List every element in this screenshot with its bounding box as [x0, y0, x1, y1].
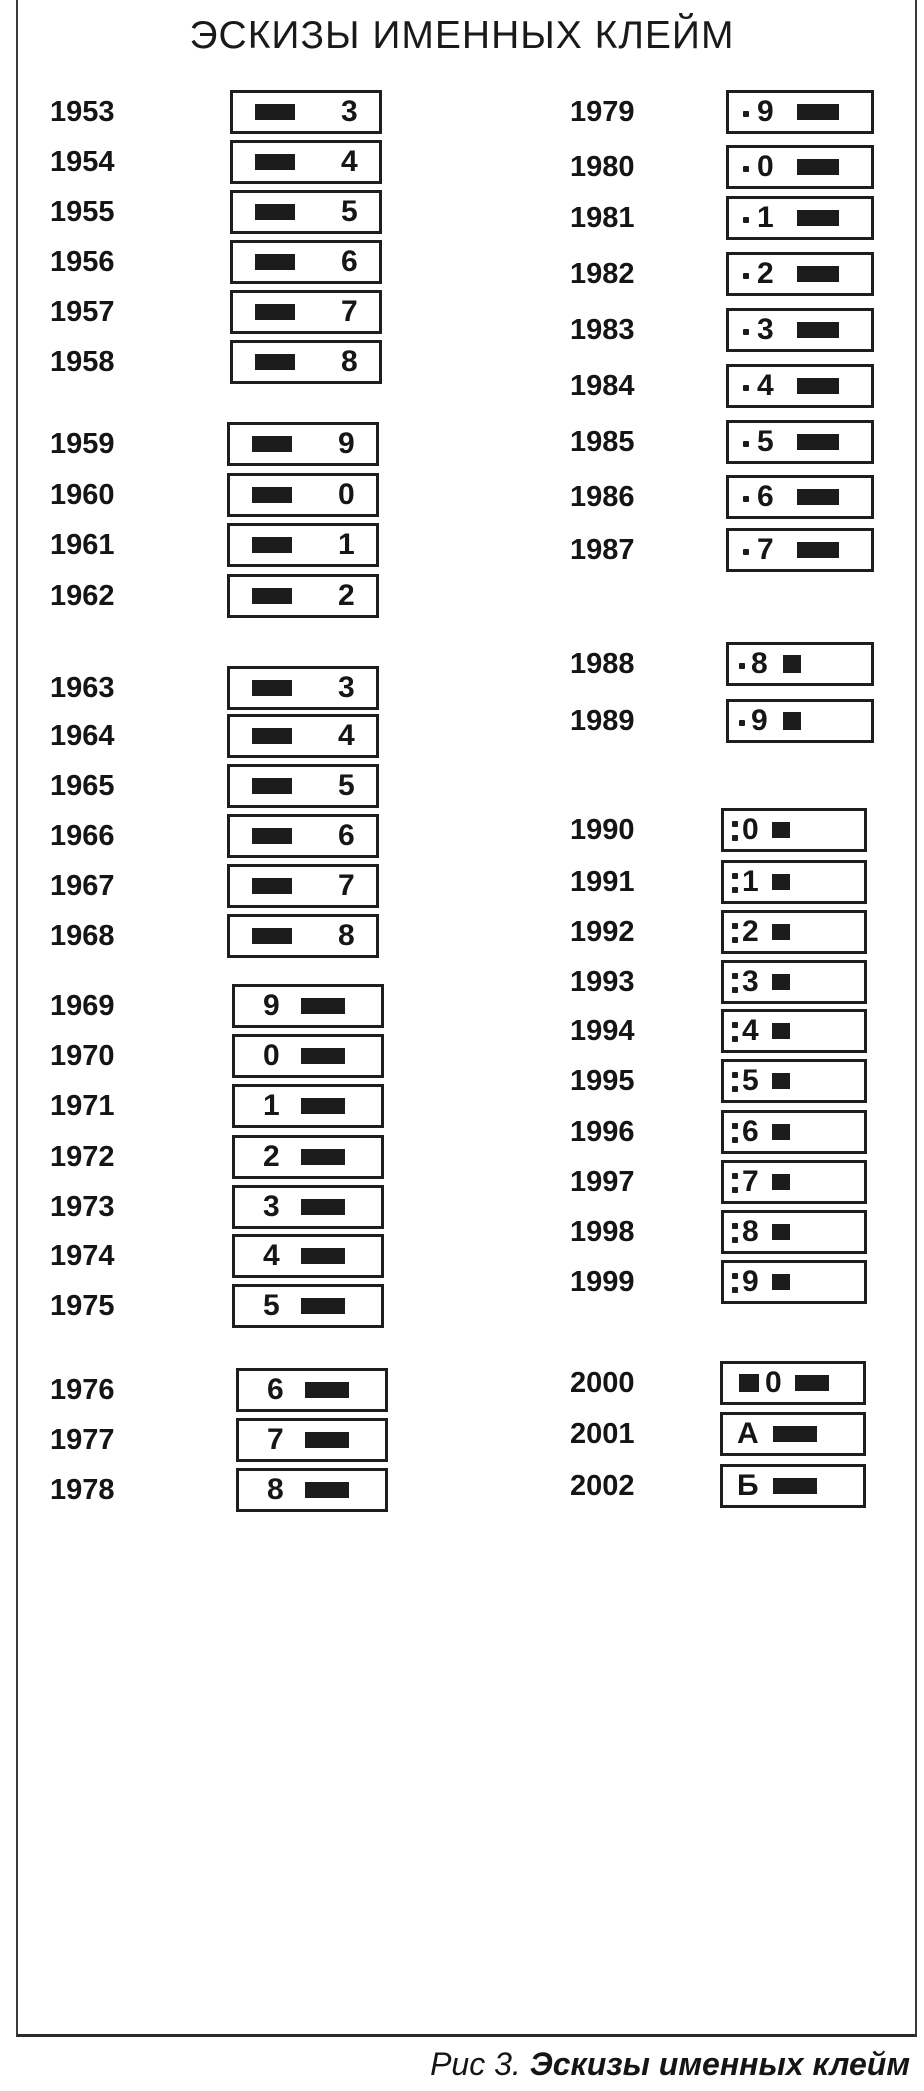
stamp-dot	[732, 835, 738, 841]
stamp-mark	[227, 864, 379, 908]
stamp-mark	[720, 1412, 866, 1456]
stamp-block	[252, 487, 292, 503]
stamp-digit: 1	[757, 201, 774, 234]
year-label: 1982	[570, 258, 635, 290]
year-label: 1990	[570, 814, 635, 846]
figure-caption	[430, 2046, 910, 2083]
stamp-mark	[720, 1361, 866, 1405]
year-label: 1988	[570, 648, 635, 680]
year-label: 1996	[570, 1116, 635, 1148]
year-label: 1965	[50, 770, 115, 802]
year-label: 1969	[50, 990, 115, 1022]
year-label: 1975	[50, 1290, 115, 1322]
stamp-mark	[726, 699, 874, 743]
stamp-block	[255, 204, 295, 220]
stamp-block	[252, 778, 292, 794]
stamp-block	[772, 924, 790, 940]
stamp-dot	[732, 1086, 738, 1092]
stamp-block	[772, 874, 790, 890]
stamp-mark	[227, 473, 379, 517]
stamp-mark	[726, 642, 874, 686]
stamp-block	[795, 1375, 829, 1391]
year-label: 1953	[50, 96, 115, 128]
stamp-digit: А	[737, 1417, 759, 1450]
stamp-dot	[732, 1223, 738, 1229]
stamp-block	[772, 1023, 790, 1039]
stamp-mark	[721, 1110, 867, 1154]
stamp-digit: 4	[742, 1014, 759, 1047]
stamp-block	[772, 974, 790, 990]
year-label: 1962	[50, 580, 115, 612]
stamp-mark	[726, 252, 874, 296]
stamp-mark	[721, 1059, 867, 1103]
stamp-block	[797, 266, 839, 282]
stamp-digit: 8	[267, 1473, 284, 1506]
year-label: 1976	[50, 1374, 115, 1406]
stamp-dot	[732, 1137, 738, 1143]
stamp-mark	[726, 145, 874, 189]
stamp-dot	[732, 1273, 738, 1279]
year-label: 2001	[570, 1418, 635, 1450]
stamp-block	[301, 1298, 345, 1314]
stamp-dot	[732, 887, 738, 893]
year-label: 1985	[570, 426, 635, 458]
stamp-dot	[732, 1123, 738, 1129]
stamp-block	[773, 1426, 817, 1442]
caption-prefix: Рис 3.	[430, 2046, 521, 2082]
stamp-block	[252, 680, 292, 696]
stamp-block	[772, 1073, 790, 1089]
year-label: 1957	[50, 296, 115, 328]
stamp-digit: 5	[757, 425, 774, 458]
stamp-block	[773, 1478, 817, 1494]
stamp-digit: 6	[742, 1115, 759, 1148]
stamp-block	[252, 588, 292, 604]
stamp-mark	[230, 340, 382, 384]
stamp-digit: 3	[338, 671, 355, 704]
stamp-dot	[739, 720, 745, 726]
stamp-digit: 8	[742, 1215, 759, 1248]
stamp-mark	[236, 1418, 388, 1462]
stamp-digit: 6	[757, 480, 774, 513]
year-label: 1991	[570, 866, 635, 898]
stamp-digit: 0	[765, 1366, 782, 1399]
stamp-mark	[726, 90, 874, 134]
stamp-digit: 3	[757, 313, 774, 346]
year-label: 1967	[50, 870, 115, 902]
year-label: 1971	[50, 1090, 115, 1122]
year-label: 2002	[570, 1470, 635, 1502]
year-label: 1973	[50, 1191, 115, 1223]
stamp-digit: 6	[341, 245, 358, 278]
stamp-digit: 2	[263, 1140, 280, 1173]
stamp-digit: 2	[742, 915, 759, 948]
stamp-dot	[743, 273, 749, 279]
stamp-dot	[732, 821, 738, 827]
stamp-block	[255, 304, 295, 320]
stamp-block	[255, 354, 295, 370]
year-label: 1983	[570, 314, 635, 346]
stamp-mark	[227, 814, 379, 858]
stamp-digit: 6	[338, 819, 355, 852]
stamp-mark	[726, 364, 874, 408]
stamp-mark	[721, 1210, 867, 1254]
stamp-dot	[743, 217, 749, 223]
stamp-block	[797, 159, 839, 175]
stamp-digit: 7	[757, 533, 774, 566]
stamp-block	[783, 712, 801, 730]
year-label: 1987	[570, 534, 635, 566]
year-label: 1956	[50, 246, 115, 278]
stamp-dot	[732, 1022, 738, 1028]
stamp-digit: 2	[338, 579, 355, 612]
stamp-mark	[227, 914, 379, 958]
stamp-mark	[227, 422, 379, 466]
year-label: 1964	[50, 720, 115, 752]
stamp-digit: 4	[341, 145, 358, 178]
stamp-block	[305, 1482, 349, 1498]
stamp-dot	[732, 1036, 738, 1042]
stamp-block	[301, 1098, 345, 1114]
stamp-block	[772, 1174, 790, 1190]
year-label: 1986	[570, 481, 635, 513]
stamp-dot	[732, 873, 738, 879]
stamp-dot	[732, 1187, 738, 1193]
stamp-dot	[743, 441, 749, 447]
stamp-dot	[739, 663, 745, 669]
stamp-dot	[743, 385, 749, 391]
stamp-digit: 8	[341, 345, 358, 378]
stamp-digit: 1	[742, 865, 759, 898]
stamp-digit: 9	[263, 989, 280, 1022]
stamp-mark	[230, 140, 382, 184]
stamp-block	[797, 210, 839, 226]
stamp-digit: 0	[757, 150, 774, 183]
stamp-dot	[732, 987, 738, 993]
stamp-block	[305, 1382, 349, 1398]
year-label: 1955	[50, 196, 115, 228]
stamp-block	[255, 254, 295, 270]
stamp-block	[772, 1274, 790, 1290]
stamp-mark	[726, 528, 874, 572]
stamp-block	[772, 1124, 790, 1140]
stamp-block	[252, 728, 292, 744]
year-label: 1994	[570, 1015, 635, 1047]
stamp-mark	[227, 574, 379, 618]
year-label: 1960	[50, 479, 115, 511]
stamp-dot	[732, 1237, 738, 1243]
stamp-mark	[721, 910, 867, 954]
stamp-dot	[743, 549, 749, 555]
caption-text: Эскизы именных клейм	[529, 2046, 910, 2082]
year-label: 1968	[50, 920, 115, 952]
stamp-dot	[732, 1173, 738, 1179]
year-label: 1977	[50, 1424, 115, 1456]
stamp-mark	[230, 240, 382, 284]
stamp-block	[255, 154, 295, 170]
year-label: 1995	[570, 1065, 635, 1097]
stamp-digit: 4	[338, 719, 355, 752]
year-label: 1993	[570, 966, 635, 998]
stamp-block	[783, 655, 801, 673]
stamp-block	[301, 1248, 345, 1264]
stamp-block	[301, 1048, 345, 1064]
year-label: 1992	[570, 916, 635, 948]
stamp-digit: 5	[742, 1064, 759, 1097]
year-label: 1958	[50, 346, 115, 378]
stamp-digit: 9	[757, 95, 774, 128]
stamp-mark	[721, 1160, 867, 1204]
year-label: 1998	[570, 1216, 635, 1248]
stamp-mark	[236, 1468, 388, 1512]
year-label: 1978	[50, 1474, 115, 1506]
stamp-dot	[732, 1072, 738, 1078]
stamp-mark	[230, 290, 382, 334]
stamp-mark	[721, 1260, 867, 1304]
stamp-digit: 4	[757, 369, 774, 402]
stamp-digit: 9	[751, 704, 768, 737]
stamp-block	[301, 998, 345, 1014]
stamp-dot	[732, 937, 738, 943]
stamp-dot	[732, 1287, 738, 1293]
stamp-dot	[732, 923, 738, 929]
year-label: 1980	[570, 151, 635, 183]
year-label: 1999	[570, 1266, 635, 1298]
stamp-mark	[230, 190, 382, 234]
stamp-mark	[726, 308, 874, 352]
year-label: 1954	[50, 146, 115, 178]
stamp-mark	[721, 960, 867, 1004]
stamp-block	[797, 322, 839, 338]
stamp-digit: 1	[338, 528, 355, 561]
stamp-mark	[236, 1368, 388, 1412]
stamp-block	[252, 928, 292, 944]
stamp-mark	[726, 420, 874, 464]
stamp-block	[252, 537, 292, 553]
year-label: 1961	[50, 529, 115, 561]
stamp-dot	[743, 111, 749, 117]
stamp-digit: Б	[737, 1469, 759, 1502]
stamp-block	[739, 1374, 759, 1392]
stamp-mark	[726, 475, 874, 519]
stamp-mark	[227, 666, 379, 710]
stamp-block	[252, 878, 292, 894]
year-label: 1959	[50, 428, 115, 460]
stamp-digit: 8	[751, 647, 768, 680]
year-label: 1997	[570, 1166, 635, 1198]
stamp-mark	[227, 523, 379, 567]
stamp-digit: 4	[263, 1239, 280, 1272]
stamp-block	[305, 1432, 349, 1448]
stamp-mark	[227, 714, 379, 758]
stamp-digit: 3	[742, 965, 759, 998]
stamp-dot	[732, 973, 738, 979]
stamp-mark	[721, 1009, 867, 1053]
stamp-dot	[743, 496, 749, 502]
stamp-mark	[232, 1084, 384, 1128]
stamp-digit: 2	[757, 257, 774, 290]
stamp-block	[772, 822, 790, 838]
stamp-digit: 8	[338, 919, 355, 952]
stamp-digit: 1	[263, 1089, 280, 1122]
stamp-digit: 3	[341, 95, 358, 128]
stamp-digit: 9	[338, 427, 355, 460]
stamp-digit: 5	[263, 1289, 280, 1322]
stamp-block	[252, 828, 292, 844]
year-label: 1972	[50, 1141, 115, 1173]
stamp-mark	[720, 1464, 866, 1508]
year-label: 1970	[50, 1040, 115, 1072]
stamp-digit: 0	[263, 1039, 280, 1072]
stamp-digit: 7	[341, 295, 358, 328]
stamp-dot	[743, 166, 749, 172]
stamp-block	[797, 378, 839, 394]
stamp-digit: 5	[341, 195, 358, 228]
stamp-block	[772, 1224, 790, 1240]
stamp-mark	[230, 90, 382, 134]
stamp-block	[301, 1199, 345, 1215]
stamp-block	[252, 436, 292, 452]
stamp-digit: 6	[267, 1373, 284, 1406]
stamp-block	[301, 1149, 345, 1165]
year-label: 1981	[570, 202, 635, 234]
stamp-digit: 9	[742, 1265, 759, 1298]
stamp-digit: 7	[338, 869, 355, 902]
stamp-mark	[726, 196, 874, 240]
stamp-mark	[232, 1135, 384, 1179]
stamp-digit: 0	[338, 478, 355, 511]
stamp-block	[255, 104, 295, 120]
stamp-digit: 0	[742, 813, 759, 846]
stamp-mark	[232, 1234, 384, 1278]
stamp-block	[797, 542, 839, 558]
stamp-mark	[721, 808, 867, 852]
year-label: 1974	[50, 1240, 115, 1272]
stamp-mark	[232, 984, 384, 1028]
stamp-digit: 7	[267, 1423, 284, 1456]
stamp-block	[797, 434, 839, 450]
stamp-mark	[232, 1034, 384, 1078]
year-label: 1963	[50, 672, 115, 704]
year-label: 2000	[570, 1367, 635, 1399]
stamp-mark	[721, 860, 867, 904]
stamp-mark	[232, 1185, 384, 1229]
stamp-digit: 7	[742, 1165, 759, 1198]
year-label: 1979	[570, 96, 635, 128]
year-label: 1989	[570, 705, 635, 737]
stamp-digit: 5	[338, 769, 355, 802]
stamp-mark	[227, 764, 379, 808]
year-label: 1984	[570, 370, 635, 402]
stamp-dot	[743, 329, 749, 335]
stamp-block	[797, 489, 839, 505]
page-title: ЭСКИЗЫ ИМЕННЫХ КЛЕЙМ	[189, 14, 735, 57]
stamp-block	[797, 104, 839, 120]
stamp-mark	[232, 1284, 384, 1328]
year-label: 1966	[50, 820, 115, 852]
stamp-digit: 3	[263, 1190, 280, 1223]
